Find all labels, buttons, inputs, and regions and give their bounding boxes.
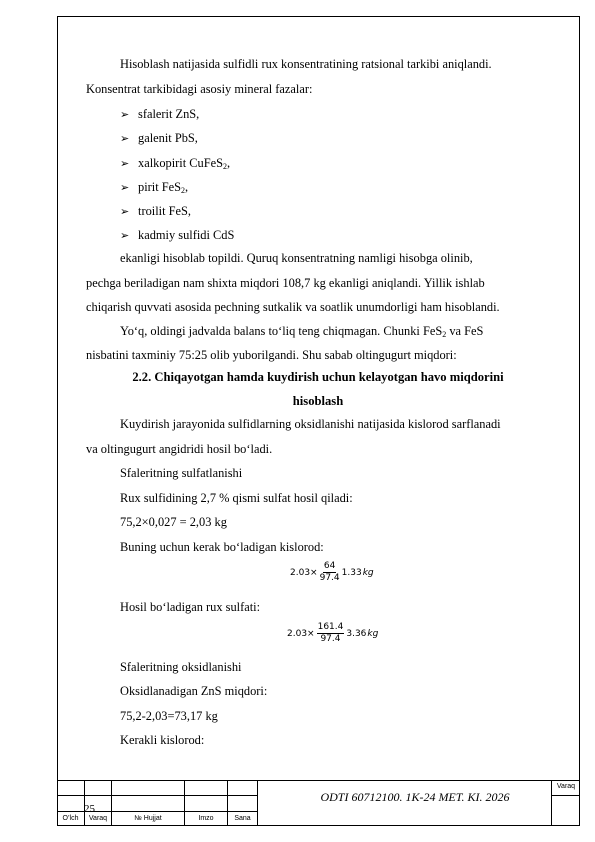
list-item: ➢ pirit FeS$_2$, — [120, 180, 189, 195]
arrow-bullet-icon: ➢ — [120, 109, 130, 121]
column-label: Sana — [234, 815, 251, 822]
section-heading: hisoblash — [292, 394, 344, 408]
column-label: O’lch — [62, 815, 79, 822]
text-line: Hosil bo‘ladigan rux sulfati: — [120, 600, 261, 614]
text-line: 75,2×0,027 = 2,03 kg — [120, 515, 227, 529]
list-item: ➢ troilit FeS, — [120, 203, 191, 221]
column-label: № Hujjat — [134, 815, 162, 822]
sheet-label: Varaq — [556, 783, 576, 790]
document-code: ODTI 60712100. 1K-24 MET. KI. 2026 — [320, 790, 510, 804]
text-line: Sfaleritning oksidlanishi — [120, 660, 242, 674]
formula-zinc-sulfate: 2.03 × $\frac{161.4}{97.4}$ 3.36 kg — [287, 622, 379, 644]
arrow-bullet-icon: ➢ — [120, 230, 130, 242]
section-heading: 2.2. Chiqayotgan hamda kuydirish uchun kelayotgan havo miqdorini — [132, 370, 504, 384]
text-line: pechga beriladigan nam shixta miqdori 108,7 kg ekanligi aniqlandi. Yillik ishlab — [86, 276, 485, 290]
list-item: ➢ sfalerit ZnS, — [120, 106, 199, 124]
column-label: Varaq — [88, 815, 108, 822]
formula-oxygen: 2.03 × $\frac{64}{97.4}$ 1.33 kg — [290, 561, 374, 583]
text-line: Rux sulfidining 2,7 % qismi sulfat hosil qiladi: — [120, 491, 353, 505]
text-line: chiqarish quvvati asosida pechning sutkalik va soatlik unumdorligi ham hisoblandi. — [86, 300, 500, 314]
text-line: 75,2-2,03=73,17 kg — [120, 709, 218, 723]
text-line: Konsentrat tarkibidagi asosiy mineral fazalar: — [86, 82, 313, 96]
title-block — [57, 780, 580, 826]
text-line: Hisoblash natijasida sulfidli rux konsentratining ratsional tarkibi aniqlandi. — [120, 57, 492, 71]
text-line: Buning uchun kerak bo‘ladigan kislorod: — [120, 540, 324, 554]
text-line: ekanligi hisoblab topildi. Quruq konsentratning namligi hisobga olinib, — [120, 251, 473, 265]
list-item: ➢ xalkopirit CuFeS$_2$, — [120, 156, 231, 171]
text-line: Yo‘q, oldingi jadvalda balans to‘liq teng chiqmagan. Chunki FeS$_2$ va FeS — [120, 324, 484, 339]
page-number: 25 — [84, 803, 95, 815]
text-line: Sfaleritning sulfatlanishi — [120, 466, 243, 480]
list-item: ➢ kadmiy sulfidi CdS — [120, 227, 234, 245]
text-line: nisbatini taxminiy 75:25 olib yuborilgandi. Shu sabab oltingugurt miqdori: — [86, 348, 457, 362]
arrow-bullet-icon: ➢ — [120, 182, 130, 194]
column-label: Imzo — [198, 815, 214, 822]
arrow-bullet-icon: ➢ — [120, 158, 130, 170]
text-line: va oltingugurt angidridi hosil bo‘ladi. — [86, 442, 273, 456]
text-line: Kuydirish jarayonida sulfidlarning oksidlanishi natijasida kislorod sarflanadi — [120, 417, 501, 431]
text-line: Oksidlanadigan ZnS miqdori: — [120, 684, 268, 698]
arrow-bullet-icon: ➢ — [120, 206, 130, 218]
text-line: Kerakli kislorod: — [120, 733, 205, 747]
arrow-bullet-icon: ➢ — [120, 133, 130, 145]
list-item: ➢ galenit PbS, — [120, 130, 198, 148]
